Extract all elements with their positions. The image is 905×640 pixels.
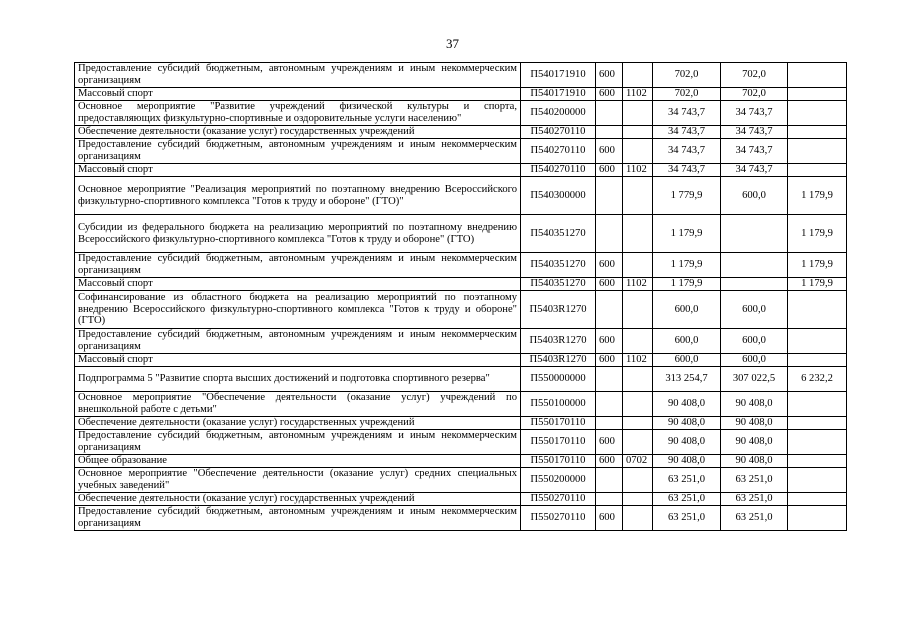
row-target-code: П5403R1270 bbox=[521, 329, 596, 354]
row-target-code: П540351270 bbox=[521, 253, 596, 278]
table-row bbox=[75, 392, 847, 417]
row-amount-regional: 702,0 bbox=[721, 88, 788, 101]
row-amount-total: 63 251,0 bbox=[653, 506, 721, 531]
row-description: Массовый спорт bbox=[75, 164, 521, 177]
row-target-code: П540351270 bbox=[521, 278, 596, 291]
row-expense-type bbox=[596, 291, 623, 329]
table-row bbox=[75, 164, 847, 177]
row-section-code bbox=[623, 367, 653, 392]
row-amount-regional: 34 743,7 bbox=[721, 164, 788, 177]
row-amount-federal bbox=[788, 506, 847, 531]
row-description: Основное мероприятие "Обеспечение деятельности (оказание услуг) учреждений по внешкольной работе с детьми" bbox=[75, 392, 521, 417]
row-description: Предоставление субсидий бюджетным, автономным учреждениям и иным некоммерческим организациям bbox=[75, 139, 521, 164]
row-expense-type: 600 bbox=[596, 506, 623, 531]
row-amount-total: 702,0 bbox=[653, 88, 721, 101]
row-description: Обеспечение деятельности (оказание услуг) государственных учреждений bbox=[75, 126, 521, 139]
row-amount-federal bbox=[788, 354, 847, 367]
table-row bbox=[75, 329, 847, 354]
table-row bbox=[75, 367, 847, 392]
row-expense-type bbox=[596, 215, 623, 253]
row-amount-regional: 600,0 bbox=[721, 354, 788, 367]
row-section-code: 0702 bbox=[623, 455, 653, 468]
row-amount-regional bbox=[721, 215, 788, 253]
row-target-code: П550270110 bbox=[521, 506, 596, 531]
row-amount-federal bbox=[788, 88, 847, 101]
row-section-code bbox=[623, 101, 653, 126]
table-row bbox=[75, 63, 847, 88]
table-row bbox=[75, 430, 847, 455]
row-amount-total: 702,0 bbox=[653, 63, 721, 88]
row-expense-type: 600 bbox=[596, 88, 623, 101]
row-amount-federal bbox=[788, 493, 847, 506]
row-description: Предоставление субсидий бюджетным, автономным учреждениям и иным некоммерческим организациям bbox=[75, 253, 521, 278]
row-description: Предоставление субсидий бюджетным, автономным учреждениям и иным некоммерческим организациям bbox=[75, 63, 521, 88]
table-row bbox=[75, 215, 847, 253]
row-expense-type: 600 bbox=[596, 430, 623, 455]
row-amount-federal: 6 232,2 bbox=[788, 367, 847, 392]
row-amount-total: 90 408,0 bbox=[653, 455, 721, 468]
row-section-code bbox=[623, 468, 653, 493]
row-section-code bbox=[623, 126, 653, 139]
row-expense-type bbox=[596, 392, 623, 417]
row-section-code bbox=[623, 392, 653, 417]
row-section-code bbox=[623, 417, 653, 430]
row-expense-type bbox=[596, 367, 623, 392]
row-amount-federal bbox=[788, 417, 847, 430]
row-target-code: П550170110 bbox=[521, 430, 596, 455]
page-number: 37 bbox=[446, 36, 459, 51]
table-row bbox=[75, 88, 847, 101]
row-amount-regional: 600,0 bbox=[721, 291, 788, 329]
row-amount-total: 34 743,7 bbox=[653, 139, 721, 164]
row-section-code: 1102 bbox=[623, 278, 653, 291]
row-amount-federal bbox=[788, 164, 847, 177]
row-section-code bbox=[623, 177, 653, 215]
table-row bbox=[75, 455, 847, 468]
row-expense-type bbox=[596, 126, 623, 139]
table-row bbox=[75, 278, 847, 291]
row-description: Основное мероприятие "Реализация мероприятий по поэтапному внедрению Всероссийского физкультурно-спортивного комплекса "Готов к труду и обороне" (ГТО)" bbox=[75, 177, 521, 215]
row-target-code: П540351270 bbox=[521, 215, 596, 253]
row-amount-total: 600,0 bbox=[653, 329, 721, 354]
row-description: Массовый спорт bbox=[75, 88, 521, 101]
row-expense-type bbox=[596, 101, 623, 126]
row-description: Подпрограмма 5 "Развитие спорта высших достижений и подготовка спортивного резерва" bbox=[75, 367, 521, 392]
row-target-code: П5403R1270 bbox=[521, 354, 596, 367]
table-row bbox=[75, 139, 847, 164]
table-row bbox=[75, 417, 847, 430]
row-target-code: П550200000 bbox=[521, 468, 596, 493]
row-amount-total: 34 743,7 bbox=[653, 101, 721, 126]
row-amount-regional: 307 022,5 bbox=[721, 367, 788, 392]
row-amount-federal bbox=[788, 392, 847, 417]
row-expense-type: 600 bbox=[596, 164, 623, 177]
row-amount-total: 63 251,0 bbox=[653, 468, 721, 493]
row-description: Массовый спорт bbox=[75, 354, 521, 367]
row-amount-regional bbox=[721, 278, 788, 291]
row-expense-type: 600 bbox=[596, 354, 623, 367]
row-amount-federal bbox=[788, 329, 847, 354]
row-section-code bbox=[623, 291, 653, 329]
row-target-code: П5403R1270 bbox=[521, 291, 596, 329]
row-description: Предоставление субсидий бюджетным, автономным учреждениям и иным некоммерческим организациям bbox=[75, 506, 521, 531]
row-description: Предоставление субсидий бюджетным, автономным учреждениям и иным некоммерческим организациям bbox=[75, 430, 521, 455]
row-expense-type bbox=[596, 417, 623, 430]
table-row bbox=[75, 253, 847, 278]
row-target-code: П550170110 bbox=[521, 455, 596, 468]
row-description: Основное мероприятие "Обеспечение деятельности (оказание услуг) средних специальных учебных заведений" bbox=[75, 468, 521, 493]
row-amount-total: 90 408,0 bbox=[653, 430, 721, 455]
row-amount-federal bbox=[788, 291, 847, 329]
row-section-code bbox=[623, 253, 653, 278]
row-expense-type bbox=[596, 177, 623, 215]
row-expense-type bbox=[596, 493, 623, 506]
row-amount-regional: 63 251,0 bbox=[721, 493, 788, 506]
row-amount-federal: 1 179,9 bbox=[788, 177, 847, 215]
row-expense-type: 600 bbox=[596, 63, 623, 88]
row-amount-regional: 600,0 bbox=[721, 177, 788, 215]
row-description: Общее образование bbox=[75, 455, 521, 468]
row-amount-total: 1 179,9 bbox=[653, 278, 721, 291]
row-amount-federal bbox=[788, 126, 847, 139]
row-amount-total: 600,0 bbox=[653, 291, 721, 329]
row-amount-federal bbox=[788, 455, 847, 468]
row-amount-federal: 1 179,9 bbox=[788, 215, 847, 253]
row-expense-type: 600 bbox=[596, 278, 623, 291]
budget-table bbox=[74, 62, 847, 531]
table-row bbox=[75, 291, 847, 329]
row-amount-regional: 63 251,0 bbox=[721, 468, 788, 493]
row-target-code: П540270110 bbox=[521, 126, 596, 139]
row-section-code: 1102 bbox=[623, 164, 653, 177]
table-body bbox=[75, 63, 847, 531]
row-amount-total: 90 408,0 bbox=[653, 392, 721, 417]
row-amount-federal: 1 179,9 bbox=[788, 253, 847, 278]
row-amount-federal: 1 179,9 bbox=[788, 278, 847, 291]
row-section-code: 1102 bbox=[623, 88, 653, 101]
row-expense-type: 600 bbox=[596, 139, 623, 164]
row-amount-regional: 600,0 bbox=[721, 329, 788, 354]
row-section-code bbox=[623, 493, 653, 506]
table-row bbox=[75, 506, 847, 531]
row-target-code: П540300000 bbox=[521, 177, 596, 215]
row-target-code: П550170110 bbox=[521, 417, 596, 430]
row-amount-regional: 34 743,7 bbox=[721, 139, 788, 164]
row-amount-regional: 90 408,0 bbox=[721, 430, 788, 455]
row-expense-type bbox=[596, 468, 623, 493]
row-amount-total: 1 179,9 bbox=[653, 253, 721, 278]
row-section-code bbox=[623, 63, 653, 88]
row-target-code: П540270110 bbox=[521, 139, 596, 164]
table-row bbox=[75, 354, 847, 367]
row-amount-regional: 90 408,0 bbox=[721, 455, 788, 468]
row-expense-type: 600 bbox=[596, 253, 623, 278]
row-amount-regional: 63 251,0 bbox=[721, 506, 788, 531]
row-amount-total: 63 251,0 bbox=[653, 493, 721, 506]
row-description: Массовый спорт bbox=[75, 278, 521, 291]
row-section-code bbox=[623, 329, 653, 354]
row-amount-federal bbox=[788, 63, 847, 88]
row-amount-total: 1 779,9 bbox=[653, 177, 721, 215]
row-amount-total: 600,0 bbox=[653, 354, 721, 367]
row-description: Обеспечение деятельности (оказание услуг) государственных учреждений bbox=[75, 417, 521, 430]
row-amount-total: 90 408,0 bbox=[653, 417, 721, 430]
table-row bbox=[75, 101, 847, 126]
row-target-code: П540270110 bbox=[521, 164, 596, 177]
row-target-code: П540171910 bbox=[521, 88, 596, 101]
row-amount-federal bbox=[788, 468, 847, 493]
row-section-code: 1102 bbox=[623, 354, 653, 367]
table-row bbox=[75, 126, 847, 139]
row-amount-total: 34 743,7 bbox=[653, 126, 721, 139]
row-description: Предоставление субсидий бюджетным, автономным учреждениям и иным некоммерческим организациям bbox=[75, 329, 521, 354]
row-description: Обеспечение деятельности (оказание услуг) государственных учреждений bbox=[75, 493, 521, 506]
row-amount-federal bbox=[788, 101, 847, 126]
row-description: Субсидии из федерального бюджета на реализацию мероприятий по поэтапному внедрению Всероссийского физкультурно-спортивного комплекса "Готов к труду и обороне" (ГТО) bbox=[75, 215, 521, 253]
row-amount-regional: 90 408,0 bbox=[721, 417, 788, 430]
row-description: Софинансирование из областного бюджета на реализацию мероприятий по поэтапному внедрению Всероссийского физкультурно-спортивного комплекса "Готов к труду и обороне" (ГТО) bbox=[75, 291, 521, 329]
row-amount-regional: 34 743,7 bbox=[721, 126, 788, 139]
table-row bbox=[75, 177, 847, 215]
row-amount-federal bbox=[788, 139, 847, 164]
row-target-code: П540171910 bbox=[521, 63, 596, 88]
row-description: Основное мероприятие "Развитие учреждений физической культуры и спорта, предоставляющих физкультурно-спортивные и оздоровительные услуги населению" bbox=[75, 101, 521, 126]
row-amount-total: 34 743,7 bbox=[653, 164, 721, 177]
row-target-code: П550100000 bbox=[521, 392, 596, 417]
row-section-code bbox=[623, 506, 653, 531]
row-amount-federal bbox=[788, 430, 847, 455]
row-amount-total: 313 254,7 bbox=[653, 367, 721, 392]
row-amount-regional: 702,0 bbox=[721, 63, 788, 88]
row-target-code: П550270110 bbox=[521, 493, 596, 506]
row-expense-type: 600 bbox=[596, 455, 623, 468]
table-row bbox=[75, 493, 847, 506]
row-amount-regional bbox=[721, 253, 788, 278]
row-amount-total: 1 179,9 bbox=[653, 215, 721, 253]
row-amount-regional: 34 743,7 bbox=[721, 101, 788, 126]
table-row bbox=[75, 468, 847, 493]
row-section-code bbox=[623, 215, 653, 253]
row-target-code: П540200000 bbox=[521, 101, 596, 126]
row-target-code: П550000000 bbox=[521, 367, 596, 392]
row-section-code bbox=[623, 430, 653, 455]
row-expense-type: 600 bbox=[596, 329, 623, 354]
row-amount-regional: 90 408,0 bbox=[721, 392, 788, 417]
row-section-code bbox=[623, 139, 653, 164]
